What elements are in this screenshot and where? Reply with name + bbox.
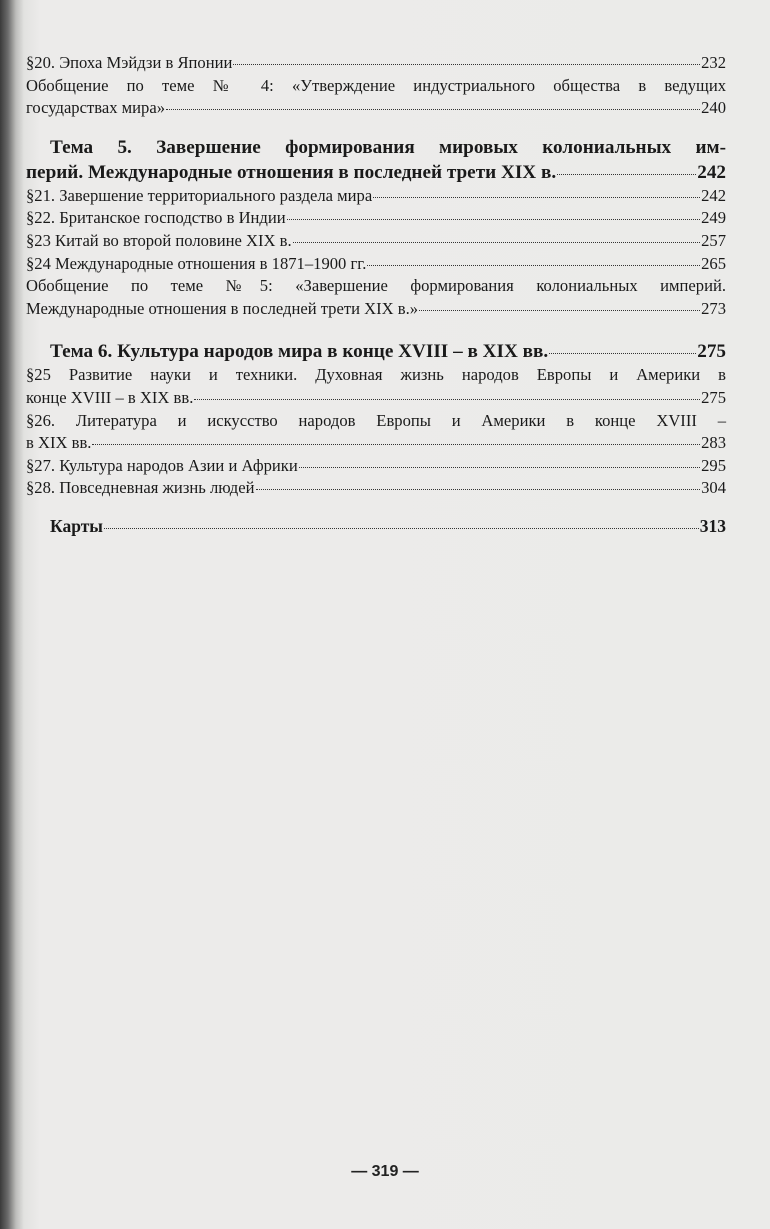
dot-leader bbox=[287, 219, 700, 220]
toc-entry-26-line1: §26. Литература и искусство народов Европы и Америки в конце XVIII – bbox=[26, 410, 726, 430]
dot-leader bbox=[293, 242, 700, 243]
toc-page-number: 295 bbox=[701, 455, 726, 475]
toc-page-number: 273 bbox=[701, 298, 726, 318]
dot-leader bbox=[233, 64, 700, 65]
toc-page-number: 249 bbox=[701, 208, 726, 228]
toc-entry-title: Тема 6. Культура народов мира в конце XVIII – в XIX вв. bbox=[50, 341, 549, 363]
dot-leader bbox=[166, 109, 700, 110]
dot-leader bbox=[299, 467, 700, 468]
dot-leader bbox=[104, 528, 699, 529]
toc-entry-21 bbox=[26, 185, 726, 208]
toc-entry-25 bbox=[26, 387, 726, 410]
toc-entry-20 bbox=[26, 52, 726, 75]
toc-page-number: 304 bbox=[701, 478, 726, 498]
toc-entry-title: в XIX вв. bbox=[26, 433, 92, 453]
dot-leader bbox=[194, 399, 700, 400]
toc-summary-5-line1: Обобщение по теме №5: «Завершение формирования колониальных империй. bbox=[26, 276, 726, 296]
toc-page-number: 242 bbox=[701, 185, 726, 205]
toc-page-number: 257 bbox=[701, 230, 726, 250]
dot-leader bbox=[92, 444, 700, 445]
toc-summary-4 bbox=[26, 97, 726, 120]
toc-page-number: 275 bbox=[697, 341, 726, 363]
toc-summary-4-line1: Обобщение по теме № 4: «Утверждение индустриального общества в ведущих bbox=[26, 75, 726, 95]
page-number: — 319 — bbox=[351, 1163, 419, 1180]
toc-entry-title: §21. Завершение территориального раздела мира bbox=[26, 185, 373, 205]
toc-page-number: 232 bbox=[701, 53, 726, 72]
toc-entry-title: §24 Международные отношения в 1871–1900 гг. bbox=[26, 253, 367, 273]
theme-5-heading-line1: Тема 5. Завершение формирования мировых колониальных им- bbox=[50, 136, 726, 158]
toc-page-number: 283 bbox=[701, 433, 726, 453]
table-of-contents bbox=[26, 52, 726, 539]
toc-entry-title: конце XVIII – в XIX вв. bbox=[26, 387, 194, 407]
dot-leader bbox=[256, 489, 701, 490]
dot-leader bbox=[557, 174, 696, 175]
toc-entry-24 bbox=[26, 253, 726, 276]
theme-5-heading bbox=[26, 160, 726, 185]
toc-entry-25-line1: §25 Развитие науки и техники. Духовная жизнь народов Европы и Америки в bbox=[26, 365, 726, 385]
toc-entry-title: государствах мира» bbox=[26, 98, 165, 118]
toc-maps bbox=[26, 514, 726, 539]
toc-entry-26 bbox=[26, 432, 726, 455]
toc-entry-title: §20. Эпоха Мэйдзи в Японии bbox=[26, 53, 233, 72]
dot-leader bbox=[367, 265, 700, 266]
toc-page-number: 242 bbox=[697, 161, 726, 183]
toc-entry-title: Международные отношения в последней трети XIX в.» bbox=[26, 298, 419, 318]
toc-entry-28 bbox=[26, 477, 726, 500]
toc-summary-5 bbox=[26, 298, 726, 321]
toc-entry-title: §28. Повседневная жизнь людей bbox=[26, 478, 255, 498]
dot-leader bbox=[419, 310, 700, 311]
dot-leader bbox=[549, 353, 696, 354]
toc-page-number: 313 bbox=[699, 515, 726, 536]
toc-page-number: 265 bbox=[701, 253, 726, 273]
theme-6-heading bbox=[26, 339, 726, 364]
toc-page-number: 240 bbox=[701, 98, 726, 118]
toc-entry-title: §22. Британское господство в Индии bbox=[26, 208, 286, 228]
toc-entry-23 bbox=[26, 230, 726, 253]
toc-entry-title: перий. Международные отношения в последней трети XIX в. bbox=[26, 161, 557, 183]
toc-entry-27 bbox=[26, 455, 726, 478]
toc-entry-title: §27. Культура народов Азии и Африки bbox=[26, 455, 298, 475]
toc-entry-title: Карты bbox=[50, 515, 103, 536]
toc-entry-22 bbox=[26, 207, 726, 230]
dot-leader bbox=[373, 197, 700, 198]
toc-entry-title: §23 Китай во второй половине XIX в. bbox=[26, 230, 292, 250]
toc-page-number: 275 bbox=[701, 387, 726, 407]
